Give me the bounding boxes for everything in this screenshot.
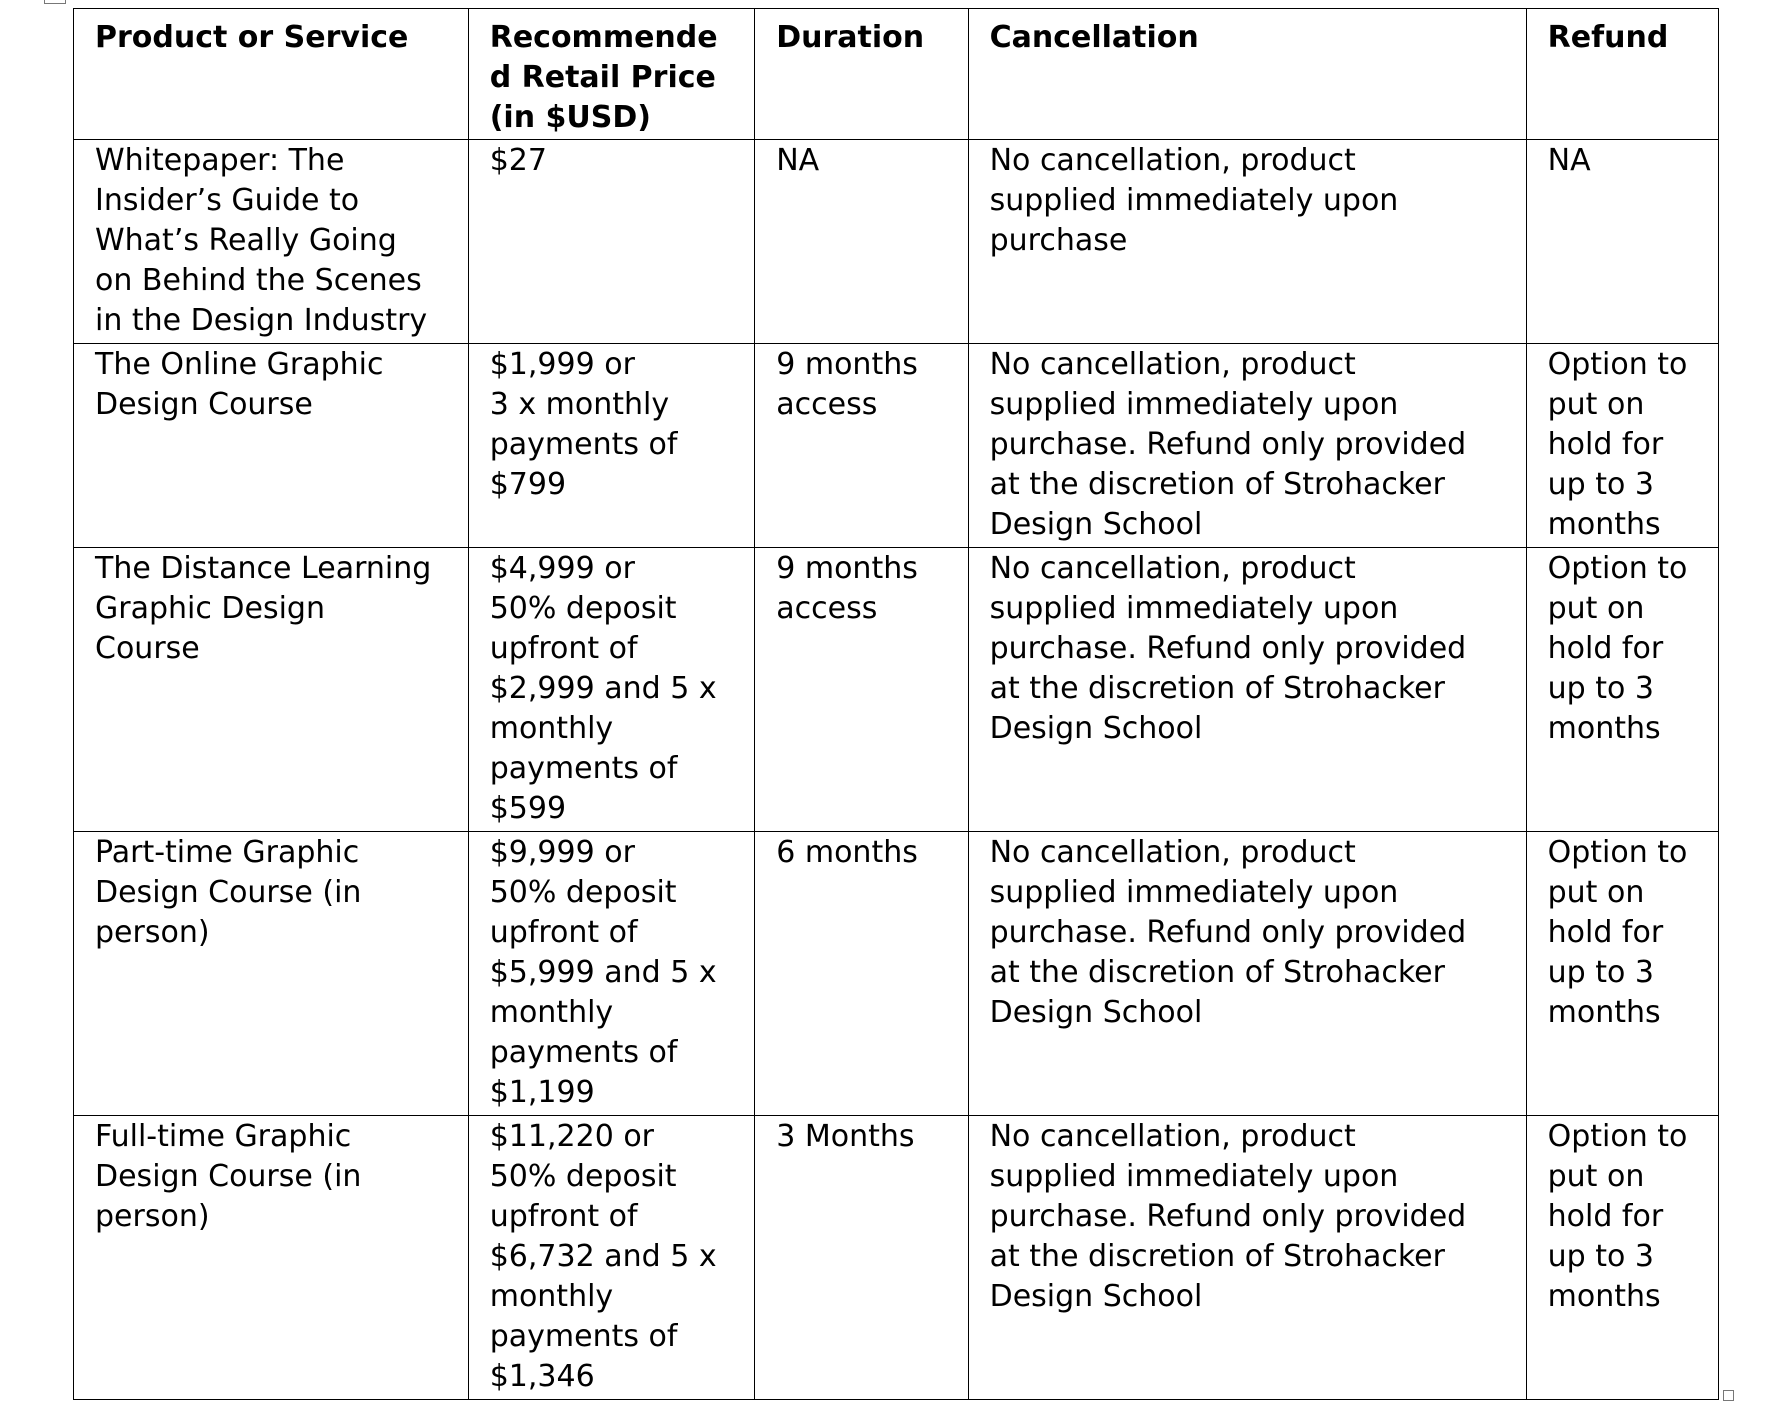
table-row: [74, 832, 1719, 1116]
cell-text: Part-time Graphic Design Course (in person): [95, 835, 362, 950]
cell-text: $11,220 or 50% deposit upfront of $6,732 and 5 x monthly payments of $1,346: [489, 1119, 717, 1394]
cell-text: NA: [776, 143, 820, 178]
table-row: [74, 344, 1719, 548]
header-duration: Duration: [755, 9, 968, 140]
cell-text: Option to put on hold for up to 3 months: [1547, 1119, 1688, 1314]
table-row: [74, 548, 1719, 832]
cell-text: Option to put on hold for up to 3 months: [1547, 551, 1688, 746]
cell-refund: [1526, 832, 1718, 1116]
cell-duration: [755, 548, 968, 832]
cell-product: [74, 548, 469, 832]
cell-text: 3 Months: [776, 1119, 915, 1154]
cell-product: [74, 140, 469, 344]
cell-cancellation: [968, 832, 1526, 1116]
cell-text: 9 months access: [776, 347, 918, 422]
cell-price: [468, 832, 755, 1116]
cell-refund: [1526, 1116, 1718, 1400]
cell-price: [468, 1116, 755, 1400]
cell-text: Whitepaper: The Insider’s Guide to What’s Really Going on Behind the Scenes in the Design Industry: [95, 143, 428, 338]
header-refund: Refund: [1526, 9, 1718, 140]
cell-duration: [755, 344, 968, 548]
pricing-table: [73, 8, 1719, 1400]
cell-cancellation: [968, 548, 1526, 832]
cell-text: No cancellation, product supplied immediately upon purchase. Refund only provided at the discretion of Strohacker Design School: [989, 347, 1467, 542]
cell-refund: [1526, 548, 1718, 832]
table-row: [74, 140, 1719, 344]
table-row: [74, 1116, 1719, 1400]
cell-duration: [755, 140, 968, 344]
table-header-row: [74, 9, 1719, 140]
cell-product: [74, 344, 469, 548]
cell-text: Option to put on hold for up to 3 months: [1547, 347, 1688, 542]
cell-cancellation: [968, 1116, 1526, 1400]
cell-text: Full-time Graphic Design Course (in person): [95, 1119, 362, 1234]
cell-refund: [1526, 140, 1718, 344]
header-product: Product or Service: [74, 9, 469, 140]
cell-cancellation: [968, 344, 1526, 548]
cell-text: $9,999 or 50% deposit upfront of $5,999 and 5 x monthly payments of $1,199: [489, 835, 717, 1110]
cell-text: $1,999 or 3 x monthly payments of $799: [489, 347, 678, 502]
cell-cancellation: [968, 140, 1526, 344]
cell-text: $4,999 or 50% deposit upfront of $2,999 and 5 x monthly payments of $599: [489, 551, 717, 826]
cell-text: No cancellation, product supplied immediately upon purchase. Refund only provided at the discretion of Strohacker Design School: [989, 1119, 1467, 1314]
cell-text: The Online Graphic Design Course: [95, 347, 384, 422]
table-move-handle[interactable]: [44, 0, 66, 4]
cell-duration: [755, 1116, 968, 1400]
table-resize-handle[interactable]: [1723, 1390, 1734, 1401]
cell-duration: [755, 832, 968, 1116]
cell-text: The Distance Learning Graphic Design Course: [95, 551, 432, 666]
cell-text: 6 months: [776, 835, 918, 870]
cell-text: Option to put on hold for up to 3 months: [1547, 835, 1688, 1030]
cell-text: $27: [489, 143, 547, 178]
cell-text: NA: [1547, 143, 1591, 178]
cell-price: [468, 344, 755, 548]
cell-price: [468, 140, 755, 344]
cell-text: 9 months access: [776, 551, 918, 626]
cell-product: [74, 832, 469, 1116]
cell-price: [468, 548, 755, 832]
cell-text: No cancellation, product supplied immediately upon purchase: [989, 143, 1399, 258]
cell-product: [74, 1116, 469, 1400]
header-cancellation: Cancellation: [968, 9, 1526, 140]
cell-refund: [1526, 344, 1718, 548]
header-price: Recommended Retail Price (in $USD): [468, 9, 755, 140]
cell-text: No cancellation, product supplied immediately upon purchase. Refund only provided at the discretion of Strohacker Design School: [989, 835, 1467, 1030]
cell-text: No cancellation, product supplied immediately upon purchase. Refund only provided at the discretion of Strohacker Design School: [989, 551, 1467, 746]
